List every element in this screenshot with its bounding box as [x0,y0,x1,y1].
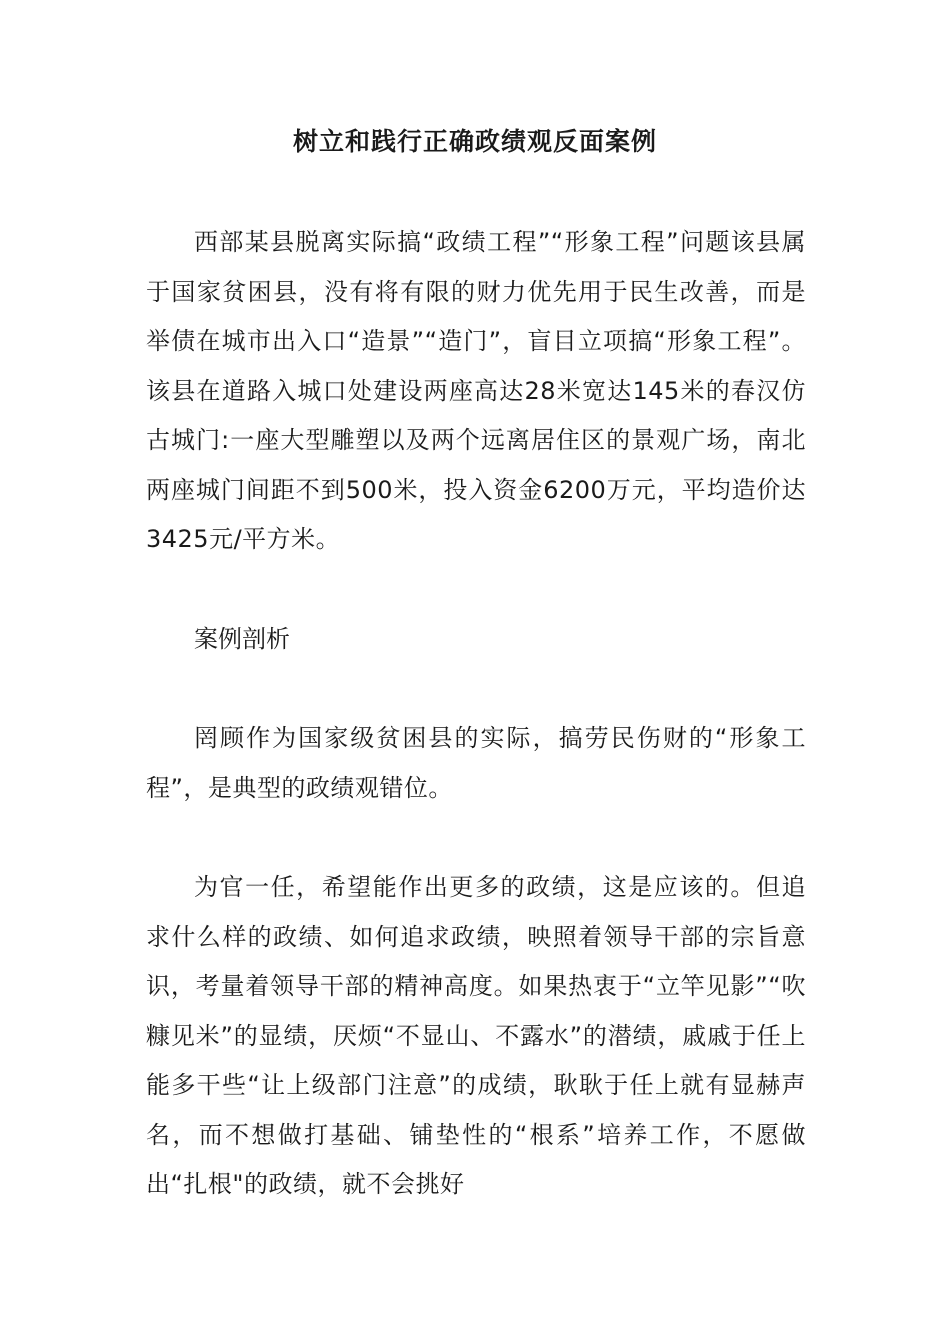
document-title: 树立和践行正确政绩观反面案例 [292,127,657,156]
paragraph-gap [146,813,806,863]
section-heading-case-analysis: 案例剖析 [194,624,290,653]
paragraph-gap [146,565,806,615]
paragraph-gap [146,664,806,714]
paragraph-analysis-summary: 罔顾作为国家级贫困县的实际，搞劳民伤财的“形象工程”，是典型的政绩观错位。 [146,724,806,802]
paragraph-case-description: 西部某县脱离实际搞“政绩工程”“形象工程”问题该县属于国家贫困县，没有将有限的财力优先用于民生改善，而是举债在城市出入口“造景”“造门”，盲目立项搞“形象工程”。该县在道路入城口处建设两座高达28米宽达145米的春汉仿古城门:一座大型雕塑以及两个远离居住区的景观广场，南北两座城门间距不到500米，投入资金6200万元，平均造价达3425元/平方米。 [146,228,806,553]
document-body [146,218,806,1210]
paragraph-analysis-detail: 为官一任，希望能作出更多的政绩，这是应该的。但追求什么样的政绩、如何追求政绩，映照着领导干部的宗旨意识，考量着领导干部的精神高度。如果热衷于“立竿见影”“吹糠见米”的显绩，厌烦“不显山、不露水”的潜绩，戚戚于任上能多干些“让上级部门注意”的成绩，耿耿于任上就有显赫声名，而不想做打基础、铺垫性的“根系”培养工作，不愿做出“扎根"的政绩，就不会挑好 [146,873,806,1198]
